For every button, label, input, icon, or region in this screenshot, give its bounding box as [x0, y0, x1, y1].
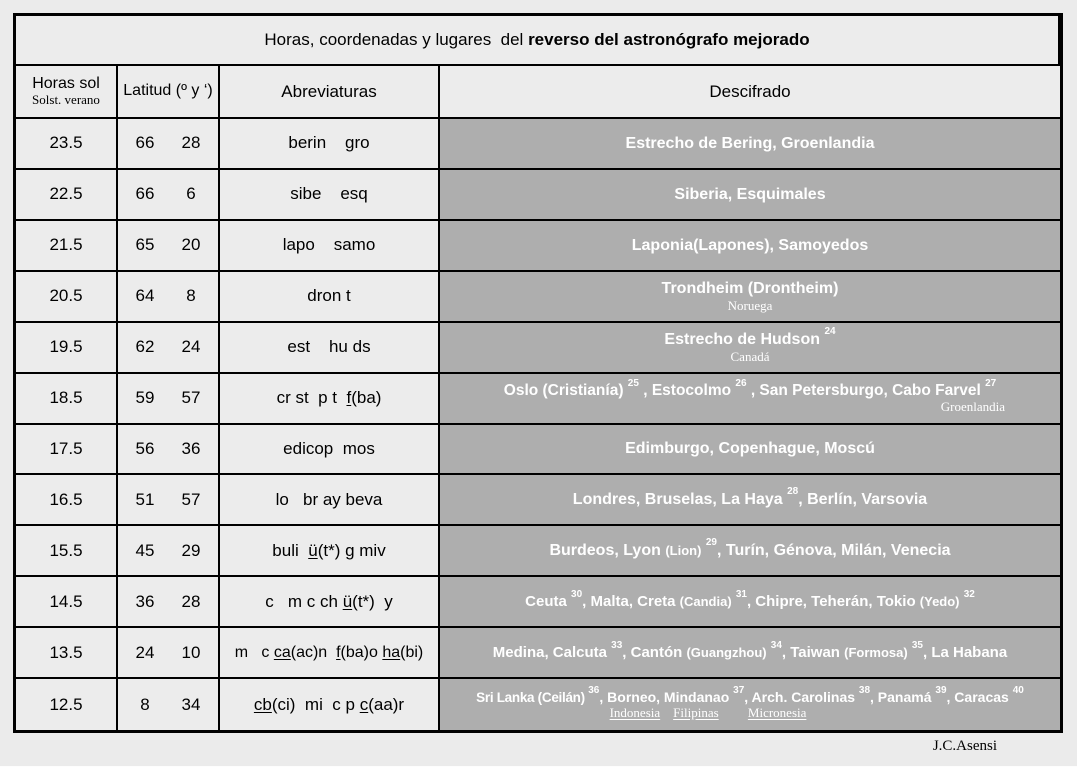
latitude-minutes: 34: [181, 694, 201, 714]
text-segment: (Lion): [665, 543, 702, 559]
decoded-cell: [440, 119, 1060, 170]
column-header-hours: [16, 66, 118, 119]
decoded-places: [440, 236, 1060, 255]
latitude-cell: [118, 526, 220, 577]
text-segment: dron t: [307, 286, 351, 306]
abbreviation-cell: [220, 374, 440, 425]
text-segment: 29: [705, 537, 717, 549]
column-header-latitude: [118, 66, 220, 119]
latitude-minutes: 6: [186, 184, 196, 204]
decoded-cell: [440, 374, 1060, 425]
latitude-minutes: 24: [181, 337, 201, 357]
text-segment: (Candia): [679, 593, 732, 609]
text-segment: c m c ch: [265, 591, 343, 611]
text-segment: , Chipre, Teherán, Tokio: [746, 592, 920, 610]
latitude-cell: [118, 221, 220, 272]
text-segment: Medina, Calcuta: [492, 643, 612, 661]
text-segment: Ceuta: [525, 592, 572, 610]
text-segment: Noruega: [727, 297, 773, 313]
table-title: [16, 16, 1060, 66]
text-segment: , Malta, Creta: [582, 592, 680, 610]
text-segment: (ci) mi c p: [271, 694, 360, 714]
text-segment: f: [336, 643, 341, 661]
text-segment: 39: [935, 684, 947, 696]
text-segment: 31: [735, 588, 747, 600]
decoded-cell: [440, 526, 1060, 577]
abbreviation-cell: [220, 526, 440, 577]
text-segment: 27: [985, 377, 997, 389]
latitude-minutes: 10: [181, 642, 201, 662]
hours-cell: 20.5: [16, 272, 118, 323]
text-segment: Londres, Bruselas, La Haya: [572, 491, 788, 509]
text-segment: , Arch. Carolinas: [744, 688, 859, 705]
text-segment: (Formosa): [844, 644, 908, 660]
decoded-places: [440, 639, 1060, 662]
hours-cell: 18.5: [16, 374, 118, 425]
text-segment: (aa)r: [368, 694, 405, 714]
text-segment: , La Habana: [923, 643, 1008, 661]
text-segment: Laponia(Lapones), Samoyedos: [631, 236, 869, 254]
text-segment: Siberia, Esquimales: [674, 185, 826, 203]
latitude-degrees: 66: [135, 133, 155, 153]
abbreviations-header-label: Abreviaturas: [281, 81, 377, 101]
hours-cell: 17.5: [16, 425, 118, 476]
hours-cell: 15.5: [16, 526, 118, 577]
text-segment: buli: [272, 540, 309, 560]
text-segment: 35: [911, 639, 923, 651]
latitude-cell: [118, 119, 220, 170]
text-segment: , Borneo, Mindanao: [599, 688, 734, 705]
decoded-places: [440, 439, 1060, 458]
text-segment: Filipinas: [673, 704, 719, 720]
latitude-degrees: 66: [135, 184, 155, 204]
decoded-places: [440, 185, 1060, 204]
hours-cell: 23.5: [16, 119, 118, 170]
text-segment: ha: [382, 643, 401, 661]
decoded-country-sublabel: [440, 400, 1060, 414]
text-segment: (Yedo): [919, 593, 960, 609]
decoded-places: [440, 684, 1060, 706]
abbreviation-cell: [220, 628, 440, 679]
text-segment: est hu ds: [287, 337, 371, 357]
latitude-minutes: 36: [181, 438, 201, 458]
hours-cell: 21.5: [16, 221, 118, 272]
text-segment: [660, 705, 673, 720]
latitude-degrees: 65: [135, 235, 155, 255]
column-header-abbreviations: [220, 66, 440, 119]
text-segment: (ac)n: [290, 643, 337, 661]
latitude-header-label: Latitud (º y ‘): [123, 82, 213, 100]
latitude-cell: [118, 475, 220, 526]
latitude-minutes: 28: [181, 591, 201, 611]
latitude-degrees: 24: [135, 642, 155, 662]
text-segment: Oslo (Cristianía): [503, 381, 628, 399]
text-segment: Estrecho de Bering, Groenlandia: [625, 134, 875, 152]
decoded-cell: [440, 425, 1060, 476]
abbreviation-cell: [220, 170, 440, 221]
text-segment: 30: [571, 588, 583, 600]
text-segment: 40: [1012, 684, 1024, 696]
text-segment: ca: [273, 643, 291, 661]
latitude-minutes: 8: [186, 286, 196, 306]
hours-cell: 12.5: [16, 679, 118, 730]
hours-cell: 14.5: [16, 577, 118, 628]
text-segment: 38: [858, 684, 871, 696]
text-segment: Groenlandia: [940, 399, 1005, 415]
latitude-cell: [118, 425, 220, 476]
text-segment: , Cantón: [622, 643, 687, 661]
text-segment: 28: [787, 486, 799, 498]
latitude-degrees: 45: [135, 540, 155, 560]
decoded-country-sublabel: [440, 706, 1060, 720]
decoded-cell: [440, 679, 1060, 730]
text-segment: Micronesia: [747, 704, 807, 720]
decoded-cell: [440, 628, 1060, 679]
hours-cell: 22.5: [16, 170, 118, 221]
text-segment: Trondheim (Drontheim): [661, 280, 839, 298]
decoded-places: [440, 486, 1060, 509]
text-segment: sibe esq: [290, 184, 368, 204]
text-segment: Sri Lanka (Ceilán): [476, 689, 589, 705]
abbreviation-cell: [220, 272, 440, 323]
astronograph-table: [13, 13, 1063, 733]
text-segment: 34: [770, 639, 782, 651]
text-segment: , Taiwan: [781, 643, 845, 661]
latitude-degrees: 59: [135, 388, 155, 408]
latitude-cell: [118, 577, 220, 628]
text-segment: f: [346, 388, 352, 408]
latitude-degrees: 8: [140, 694, 150, 714]
text-segment: (bi): [400, 643, 424, 661]
author-credit: J.C.Asensi: [932, 738, 997, 754]
text-segment: (Guangzhou): [686, 644, 767, 660]
text-segment: edicop mos: [283, 438, 375, 458]
text-segment: 26: [735, 377, 747, 389]
abbreviation-cell: [220, 475, 440, 526]
text-segment: berin gro: [288, 133, 370, 153]
latitude-cell: [118, 323, 220, 374]
decoded-places: [440, 537, 1060, 560]
table-title-bold: reverso del astronógrafo mejorado: [528, 30, 810, 49]
text-segment: (t*) g miv: [317, 540, 386, 560]
decoded-places: [440, 588, 1060, 611]
text-segment: Burdeos, Lyon: [549, 542, 666, 560]
latitude-degrees: 62: [135, 337, 155, 357]
latitude-degrees: 64: [135, 286, 155, 306]
text-segment: 36: [588, 684, 600, 696]
latitude-cell: [118, 374, 220, 425]
latitude-degrees: 56: [135, 438, 155, 458]
hours-cell: 19.5: [16, 323, 118, 374]
decoded-header-label: Descifrado: [709, 81, 791, 101]
hours-header-sublabel: Solst. verano: [32, 92, 100, 108]
text-segment: [719, 705, 748, 720]
abbreviation-cell: [220, 425, 440, 476]
text-segment: Canadá: [730, 348, 770, 364]
text-segment: , San Petersburgo, Cabo Farvel: [746, 381, 986, 399]
abbreviation-cell: [220, 323, 440, 374]
text-segment: lo br ay beva: [275, 489, 383, 509]
hours-cell: 13.5: [16, 628, 118, 679]
text-segment: c: [359, 694, 369, 714]
text-segment: lapo samo: [282, 235, 376, 255]
decoded-places: [440, 279, 1060, 298]
text-segment: Estrecho de Hudson: [664, 331, 825, 349]
text-segment: , Caracas: [946, 688, 1013, 705]
latitude-minutes: 29: [181, 540, 201, 560]
decoded-country-sublabel: [440, 350, 1060, 364]
text-segment: 32: [963, 588, 975, 600]
text-segment: 24: [824, 326, 836, 338]
decoded-cell: [440, 475, 1060, 526]
latitude-cell: [118, 679, 220, 730]
text-segment: m c: [234, 643, 274, 661]
decoded-cell: [440, 577, 1060, 628]
latitude-cell: [118, 272, 220, 323]
hours-header-label: Horas sol: [32, 74, 100, 92]
latitude-cell: [118, 170, 220, 221]
text-segment: , Estocolmo: [638, 381, 736, 399]
text-segment: ü: [342, 591, 353, 611]
decoded-cell: [440, 272, 1060, 323]
text-segment: 25: [627, 377, 639, 389]
text-segment: , Berlín, Varsovia: [798, 491, 928, 509]
abbreviation-cell: [220, 119, 440, 170]
decoded-places: [440, 326, 1060, 349]
decoded-places: [440, 134, 1060, 153]
text-segment: cr st p t: [276, 388, 347, 408]
column-header-decoded: [440, 66, 1060, 119]
latitude-minutes: 57: [181, 388, 201, 408]
text-segment: ü: [308, 540, 318, 560]
text-segment: cb: [253, 694, 272, 714]
latitude-cell: [118, 628, 220, 679]
abbreviation-cell: [220, 221, 440, 272]
abbreviation-cell: [220, 679, 440, 730]
hours-cell: 16.5: [16, 475, 118, 526]
text-segment: (ba)o: [340, 643, 383, 661]
text-segment: , Turín, Génova, Milán, Venecia: [716, 542, 951, 560]
table-title-normal: Horas, coordenadas y lugares del: [264, 30, 529, 49]
text-segment: 33: [611, 639, 623, 651]
text-segment: Indonesia: [609, 704, 661, 720]
latitude-degrees: 36: [135, 591, 155, 611]
latitude-minutes: 20: [181, 235, 201, 255]
decoded-cell: [440, 170, 1060, 221]
latitude-minutes: 28: [181, 133, 201, 153]
decoded-cell: [440, 323, 1060, 374]
decoded-country-sublabel: [440, 299, 1060, 313]
text-segment: (ba): [351, 388, 382, 408]
text-segment: , Panamá: [870, 688, 936, 705]
text-segment: Edimburgo, Copenhague, Moscú: [625, 440, 875, 458]
latitude-degrees: 51: [135, 489, 155, 509]
decoded-places: [440, 377, 1060, 401]
decoded-cell: [440, 221, 1060, 272]
latitude-minutes: 57: [181, 489, 201, 509]
text-segment: (t*) y: [352, 591, 393, 611]
abbreviation-cell: [220, 577, 440, 628]
text-segment: 37: [733, 684, 745, 696]
